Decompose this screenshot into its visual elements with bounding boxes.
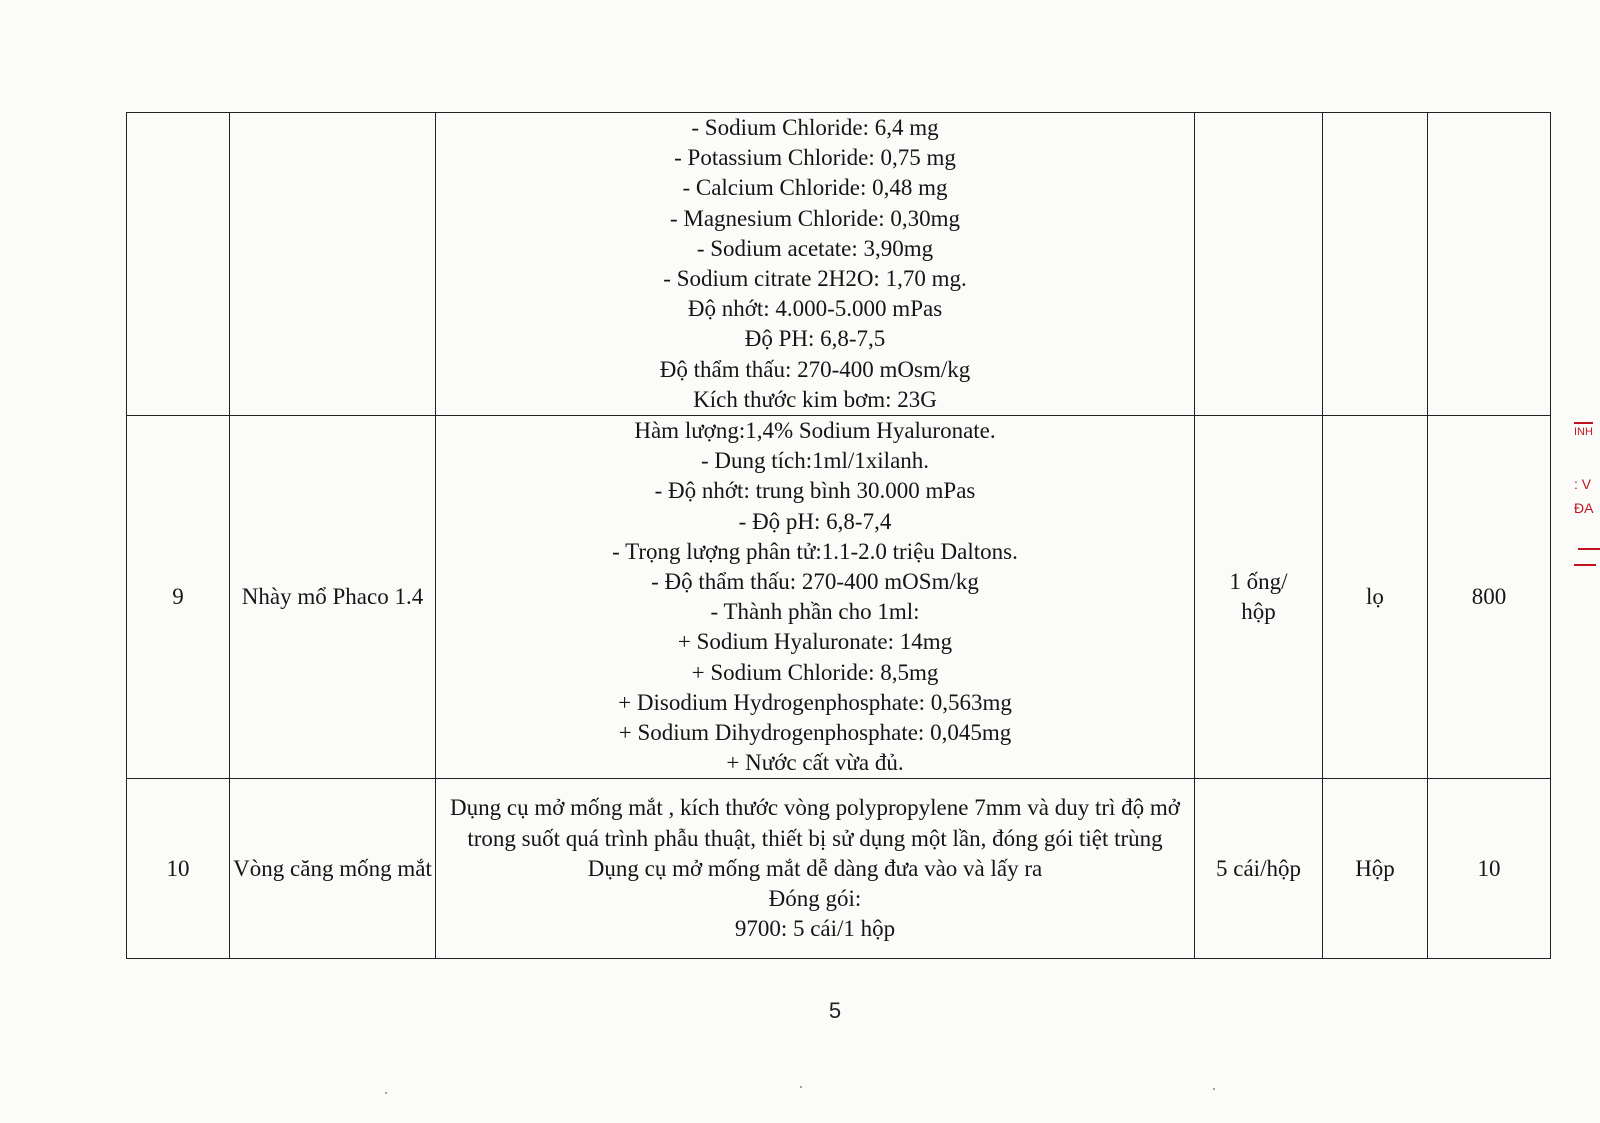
description-cell — [436, 113, 1195, 416]
quantity-cell — [1428, 113, 1551, 416]
description-cell — [436, 416, 1195, 779]
description-line: - Calcium Chloride: 0,48 mg — [682, 175, 948, 201]
description-cell — [436, 779, 1195, 959]
description-line: Hàm lượng:1,4% Sodium Hyaluronate. — [634, 418, 996, 444]
packaging-cell: 5 cái/hộp — [1195, 779, 1323, 959]
quantity-cell: 10 — [1428, 779, 1551, 959]
description-line: Độ PH: 6,8-7,5 — [744, 326, 886, 352]
unit-cell: Hộp — [1323, 779, 1428, 959]
packaging-cell: 1 ống/ hộp — [1195, 416, 1323, 779]
description-line: - Magnesium Chloride: 0,30mg — [669, 205, 961, 231]
table-row — [127, 113, 1551, 416]
row-number-cell — [127, 113, 230, 416]
row-number-cell: 10 — [127, 779, 230, 959]
description-line: - Độ pH: 6,8-7,4 — [738, 508, 892, 534]
description-line: + Nước cất vừa đủ. — [726, 750, 904, 776]
quantity-cell: 800 — [1428, 416, 1551, 779]
scan-speck — [385, 1092, 387, 1094]
item-name-cell: Nhày mổ Phaco 1.4 — [230, 416, 436, 779]
stamp-text: ĐA — [1574, 500, 1594, 516]
unit-cell — [1323, 113, 1428, 416]
description-line: - Potassium Chloride: 0,75 mg — [674, 145, 956, 171]
specification-table — [126, 112, 1551, 959]
description-line: - Trọng lượng phân tử:1.1-2.0 triệu Daltons. — [612, 538, 1018, 564]
description-line: - Sodium acetate: 3,90mg — [696, 235, 934, 261]
description-line: - Thành phần cho 1ml: — [710, 599, 920, 625]
scan-speck — [1213, 1088, 1215, 1090]
row-number-cell: 9 — [127, 416, 230, 779]
description-line: - Độ nhớt: trung bình 30.000 mPas — [654, 478, 976, 504]
description-line: - Sodium citrate 2H2O: 1,70 mg. — [663, 266, 967, 292]
description-line: + Disodium Hydrogenphosphate: 0,563mg — [618, 689, 1012, 715]
red-stamp-fragment — [1572, 410, 1600, 590]
description-line: - Độ thẩm thấu: 270-400 mOSm/kg — [651, 569, 979, 595]
page-number: 5 — [828, 998, 842, 1023]
description-line: Độ nhớt: 4.000-5.000 mPas — [687, 296, 943, 322]
item-name-cell — [230, 113, 436, 416]
description-line: Độ thẩm thấu: 270-400 mOsm/kg — [659, 356, 971, 382]
description-line: Dụng cụ mở mống mắt , kích thước vòng polypropylene 7mm và duy trì độ mở trong suốt quá trình phẫu thuật, thiết bị sử dụng một lần, đóng gói tiệt trùng — [450, 795, 1180, 851]
stamp-mark — [1578, 548, 1600, 550]
description-line: - Dung tích:1ml/1xilanh. — [700, 448, 930, 474]
description-line: + Sodium Dihydrogenphosphate: 0,045mg — [618, 720, 1012, 746]
unit-cell: lọ — [1323, 416, 1428, 779]
packaging-cell — [1195, 113, 1323, 416]
table-row — [127, 416, 1551, 779]
scan-speck — [800, 1086, 802, 1088]
description-line: Đóng gói: — [768, 886, 862, 912]
description-line: Kích thước kim bơm: 23G — [693, 386, 937, 412]
stamp-mark — [1574, 564, 1596, 566]
item-name-cell: Vòng căng mống mắt — [230, 779, 436, 959]
description-line: - Sodium Chloride: 6,4 mg — [691, 115, 939, 140]
stamp-text: INH — [1574, 422, 1593, 438]
table-row — [127, 779, 1551, 959]
description-line: + Sodium Chloride: 8,5mg — [691, 659, 939, 685]
description-line: Dụng cụ mở mống mắt dễ dàng đưa vào và lấy ra — [587, 855, 1043, 881]
stamp-text: : V — [1574, 476, 1592, 492]
description-line: + Sodium Hyaluronate: 14mg — [677, 629, 953, 655]
description-line: 9700: 5 cái/1 hộp — [734, 916, 896, 942]
